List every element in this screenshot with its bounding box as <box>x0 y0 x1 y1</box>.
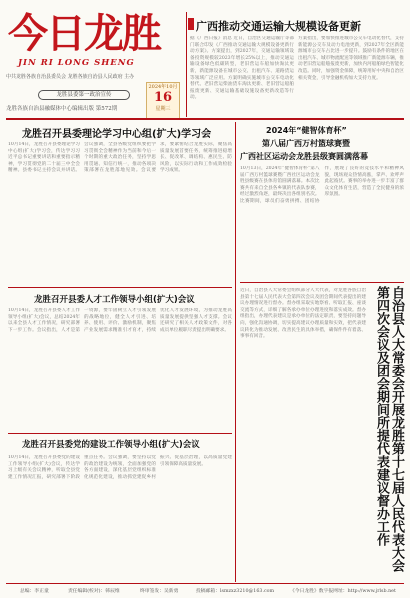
footer-duty: 责任编辑(校对)：韩辰维 <box>68 589 120 594</box>
masthead-logo: 今日龙胜 <box>8 11 160 57</box>
footer-editor: 总编：李正童 <box>20 589 49 594</box>
divider <box>186 12 187 117</box>
issue-line: 龙胜各族自治县融媒体中心编辑出版 第572期 <box>6 106 118 112</box>
top-story-body-left: 据《广西日报》消息 近日，自治区交通运输厅等部门联合印发《广西推动交通运输大规模设备更新行动方案》。方案提出，到2027年，交通运输领域设备投资规模较2023年增长25%以上，推动交通运输设备绿色低碳转型，老旧营运车船加快淘汰更新，新能源设备在城市公交、出租汽车、道路货运等领域广泛应用。方案明确实施城市公交车电动化替代、老旧营运柴油货车淘汰更新、老旧营运船舶报废更新、交通运输基础设施设备更新改造等行动。 <box>190 36 294 101</box>
masthead-subtitle: JIN RI LONG SHENG <box>18 58 135 68</box>
footer-site[interactable]: 《今日龙胜》数字报网址：http://www.jrlsb.net <box>290 589 396 594</box>
top-story-title: 广西推动交通运输大规模设备更新 <box>196 20 361 33</box>
footer-email[interactable]: 投稿邮箱：lsmzxz3210@163.com <box>196 589 275 594</box>
article-3-title: 龙胜召开县委党的建设工作领导小组(扩大)会议 <box>22 440 200 450</box>
divider <box>8 287 232 288</box>
divider <box>8 433 232 434</box>
date-box <box>146 82 180 120</box>
top-story-body-right: 方案指出，要加快推进城市公交车电动化替代，支持新能源公交车及动力电池更新，到2027年全区新能源城市公交车占比进一步提升。鼓励有条件的地区在出租汽车、城市物流配送等领域推广新能源车辆，推动老旧营运船舶报废更新，加快内河船舶绿色智能化改造。同时，加强资金保障，统筹用好中央和自治区相关资金，引导金融机构加大支持力度。 <box>298 36 404 81</box>
article-1-body: 10月14日，龙胜召开县委理论学习中心组(扩大)学习会，传达学习习近平总书记重要讲话和重要指示精神，学习贯彻党的二十届三中全会精神。县委书记主持会议并讲话。会议强调，全县各级党组织要把学习贯彻全会精神作为当前和今后一个时期的重大政治任务，坚持学思用贯通、知信行统一，推动各项决策部署在龙胜落地见效。会议要求，要紧密结合龙胜实际，聚焦高质量发展首要任务，统筹推进稳增长、促改革、调结构、惠民生、防风险，以实际行动和工作成效检验学习成果。 <box>8 142 232 174</box>
date-weekday: 星期三 <box>155 106 171 112</box>
footer-review: 终审签发：吴新勇 <box>140 589 179 594</box>
footer <box>0 585 410 598</box>
article-2-title: 龙胜召开县委人才工作领导小组(扩大)会议 <box>34 295 195 305</box>
article-2-body: 10月14日，龙胜召开县委人才工作领导小组(扩大)会议，总结2024年以来全县人才工作情况，研究部署下一步工作。会议指出，人才是第一资源，要牢固树立人才引领发展的战略地位，健全人才引进、培养、使用、评价、激励机制，聚焦产业发展需求精准引才育才，持续优化人才发展环境，为推动龙胜高质量发展提供坚强人才支撑。会议还研究了相关人才政策文件，对各成员单位履职尽责提出明确要求。 <box>8 308 232 333</box>
masthead-sponsor: 中共龙胜各族自治县委员会 龙胜各族自治县人民政府 主办 <box>6 74 135 80</box>
sports-title-line3: 广西社区运动会龙胜县级赛圆满落幕 <box>240 152 368 161</box>
date-year: 2024年10月 <box>148 84 178 90</box>
section-rule <box>6 118 404 120</box>
date-day: 16 <box>153 90 173 105</box>
slogan-pill: 龙胜县委第一政治宣传 <box>38 90 130 100</box>
article-1-title: 龙胜召开县委理论学习中心组(扩大)学习会 <box>22 129 212 140</box>
divider <box>240 282 404 283</box>
congress-body: 近日，自治县人大常委会组织部分人大代表，对龙胜各族自治县第十七届人民代表大会第四次会议及团会期间代表提出的建议办理情况进行督办。督办组采取实地察看、听取汇报、座谈交流等方式，详细了解各承办单位办理进度和落实成效。督办组指出，办理代表建议是承办单位的法定职责，要坚持问题导向，强化沟通协调，切实提高建议办理质量和实效，把代表建议转化为推动发展、改善民生的具体举措，确保件件有着落、事事有回音。 <box>240 288 366 340</box>
divider <box>235 122 236 582</box>
footer-rule <box>6 583 404 584</box>
congress-vertical-title: 自治县人大常委会开展龙胜第十七届人民代表大会第四次会议及团会期间所提代表建议督办工作 <box>374 286 404 572</box>
sports-title-line1: 2024年“健智体育杯” <box>266 126 347 135</box>
sports-body: 10月13日，2024年“健智体育杯”第八届广西万村篮球赛暨广西社区运动会龙胜县级赛在县体育馆圆满落幕。本次比赛共有来自全县各乡镇的代表队参赛，经过激烈角逐，最终决出各组别名次。比赛期间，球员们奋勇拼搏、团结协作，展现了良好的竞技水平和精神风貌，现场观众热情高涨，掌声、欢呼声此起彼伏。赛事的举办进一步丰富了群众文化体育生活，营造了全民健身的浓厚氛围。 <box>240 166 404 204</box>
sports-title-line2: 第八届广西万村篮球赛暨 <box>262 139 350 148</box>
article-3-body: 10月14日，龙胜召开县委党的建设工作领导小组(扩大)会议，传达学习上级有关会议精神，听取全县党建工作情况汇报，研究部署下阶段重点任务。会议强调，要坚持以党的政治建设为统领，全面加强党的各方面建设，深化基层党组织标准化规范化建设，推动抓党建促乡村振兴、促基层治理，以高质量党建引领保障高质量发展。 <box>8 455 232 480</box>
headline-marker-icon <box>188 18 194 30</box>
